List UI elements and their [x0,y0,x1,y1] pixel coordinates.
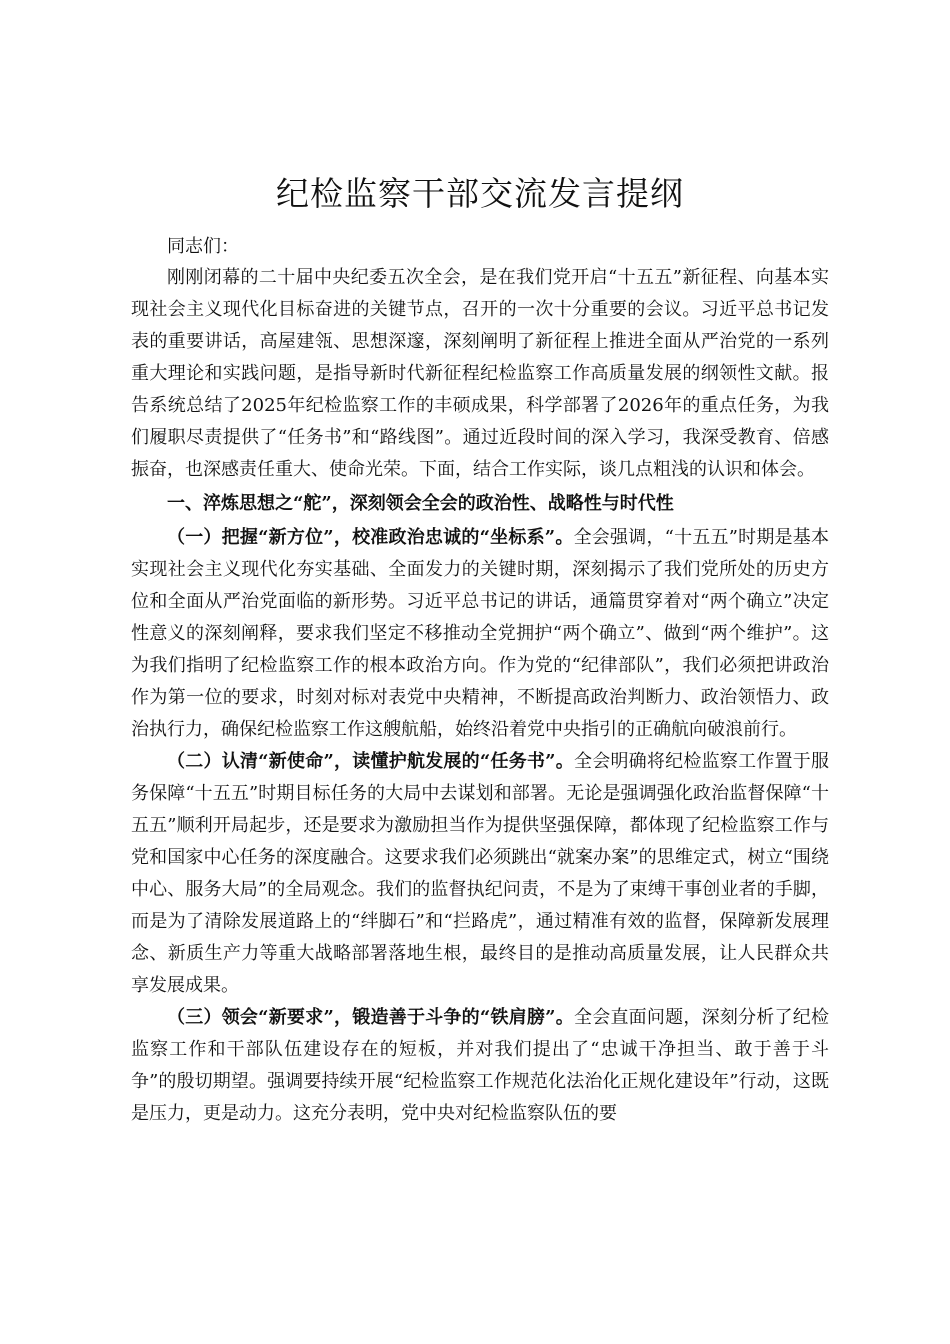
paragraph-1-lead: （一）把握“新方位”，校准政治忠诚的“坐标系”。 [167,527,574,548]
paragraph-2-lead: （二）认清“新使命”，读懂护航发展的“任务书”。 [167,751,574,772]
paragraph-3-lead: （三）领会“新要求”，锻造善于斗争的“铁肩膀”。 [167,1007,574,1028]
paragraph-2 [131,746,829,1002]
paragraph-3 [131,1002,829,1130]
document-title: 纪检监察干部交流发言提纲 [276,174,684,213]
paragraph-2-body: 全会明确将纪检监察工作置于服务保障“十五五”时期目标任务的大局中去谋划和部署。无论是强调强化政治监督保障“十五五”顺利开局起步，还是要求为激励担当作为提供坚强保障，都体现了纪检监察工作与党和国家中心任务的深度融合。这要求我们必须跳出“就案办案”的思维定式，树立“围绕中心、服务大局”的全局观念。我们的监督执纪问责，不是为了束缚干事创业者的手脚，而是为了清除发展道路上的“绊脚石”和“拦路虎”，通过精准有效的监督，保障新发展理念、新质生产力等重大战略部署落地生根，最终目的是推动高质量发展，让人民群众共享发展成果。 [131,751,829,996]
document-page [131,160,829,1130]
paragraph-3-body: 全会直面问题，深刻分析了纪检监察工作和干部队伍建设存在的短板，并对我们提出了“忠诚干净担当、敢于善于斗争”的殷切期望。强调要持续开展“纪检监察工作规范化法治化正规化建设年”行动，这既是压力，更是动力。这充分表明，党中央对纪检监察队伍的要 [131,1007,829,1124]
paragraph-1-body: 全会强调，“十五五”时期是基本实现社会主义现代化夯实基础、全面发力的关键时期，深刻揭示了我们党所处的历史方位和全面从严治党面临的新形势。习近平总书记的讲话，通篇贯穿着对“两个确立”决定性意义的深刻阐释，要求我们坚定不移推动全党拥护“两个确立”、做到“两个维护”。这为我们指明了纪检监察工作的根本政治方向。作为党的“纪律部队”，我们必须把讲政治作为第一位的要求，时刻对标对表党中央精神，不断提高政治判断力、政治领悟力、政治执行力，确保纪检监察工作这艘航船，始终沿着党中央指引的正确航向破浪前行。 [131,527,829,740]
paragraph-1 [131,522,829,746]
intro-paragraph: 刚刚闭幕的二十届中央纪委五次全会，是在我们党开启“十五五”新征程、向基本实现社会主义现代化目标奋进的关键节点，召开的一次十分重要的会议。习近平总书记发表的重要讲话，高屋建瓴、思想深邃，深刻阐明了新征程上推进全面从严治党的一系列重大理论和实践问题，是指导新时代新征程纪检监察工作高质量发展的纲领性文献。报告系统总结了2025年纪检监察工作的丰硕成果，科学部署了2026年的重点任务，为我们履职尽责提供了“任务书”和“路线图”。通过近段时间的深入学习，我深受教育、倍感振奋，也深感责任重大、使命光荣。下面，结合工作实际，谈几点粗浅的认识和体会。 [131,267,829,480]
greeting: 同志们： [167,236,239,257]
section-heading-1: 一、淬炼思想之“舵”，深刻领会全会的政治性、战略性与时代性 [167,493,674,514]
